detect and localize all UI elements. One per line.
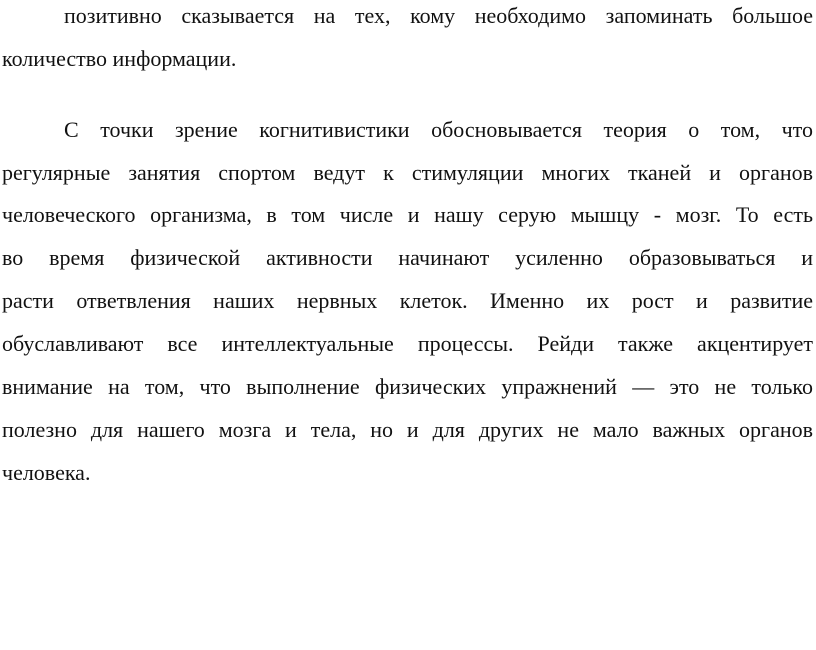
paragraph-2-line-6: обуславливают все интеллектуальные процессы. Рейди также акцентирует	[2, 331, 813, 356]
paragraph-2-line-4: во время физической активности начинают усиленно образовываться и	[2, 245, 813, 270]
paragraph-2-line-3: человеческого организма, в том числе и нашу серую мышцу - мозг. То есть	[2, 202, 813, 227]
paragraph-2-line-8: полезно для нашего мозга и тела, но и для других не мало важных органов	[2, 417, 813, 442]
paragraph-2-line-9: человека.	[2, 460, 91, 485]
paragraph-2-line-7: внимание на том, что выполнение физических упражнений — это не только	[2, 374, 813, 399]
paragraph-1-line-1: позитивно сказывается на тех, кому необходимо запоминать большое	[64, 3, 813, 28]
paragraph-2-line-2: регулярные занятия спортом ведут к стимуляции многих тканей и органов	[2, 160, 813, 185]
paragraph-2-line-1: С точки зрение когнитивистики обосновывается теория о том, что	[64, 117, 813, 142]
paragraph-1-line-2: количество информации.	[2, 46, 237, 71]
paragraph-2-line-5: расти ответвления наших нервных клеток. Именно их рост и развитие	[2, 288, 813, 313]
